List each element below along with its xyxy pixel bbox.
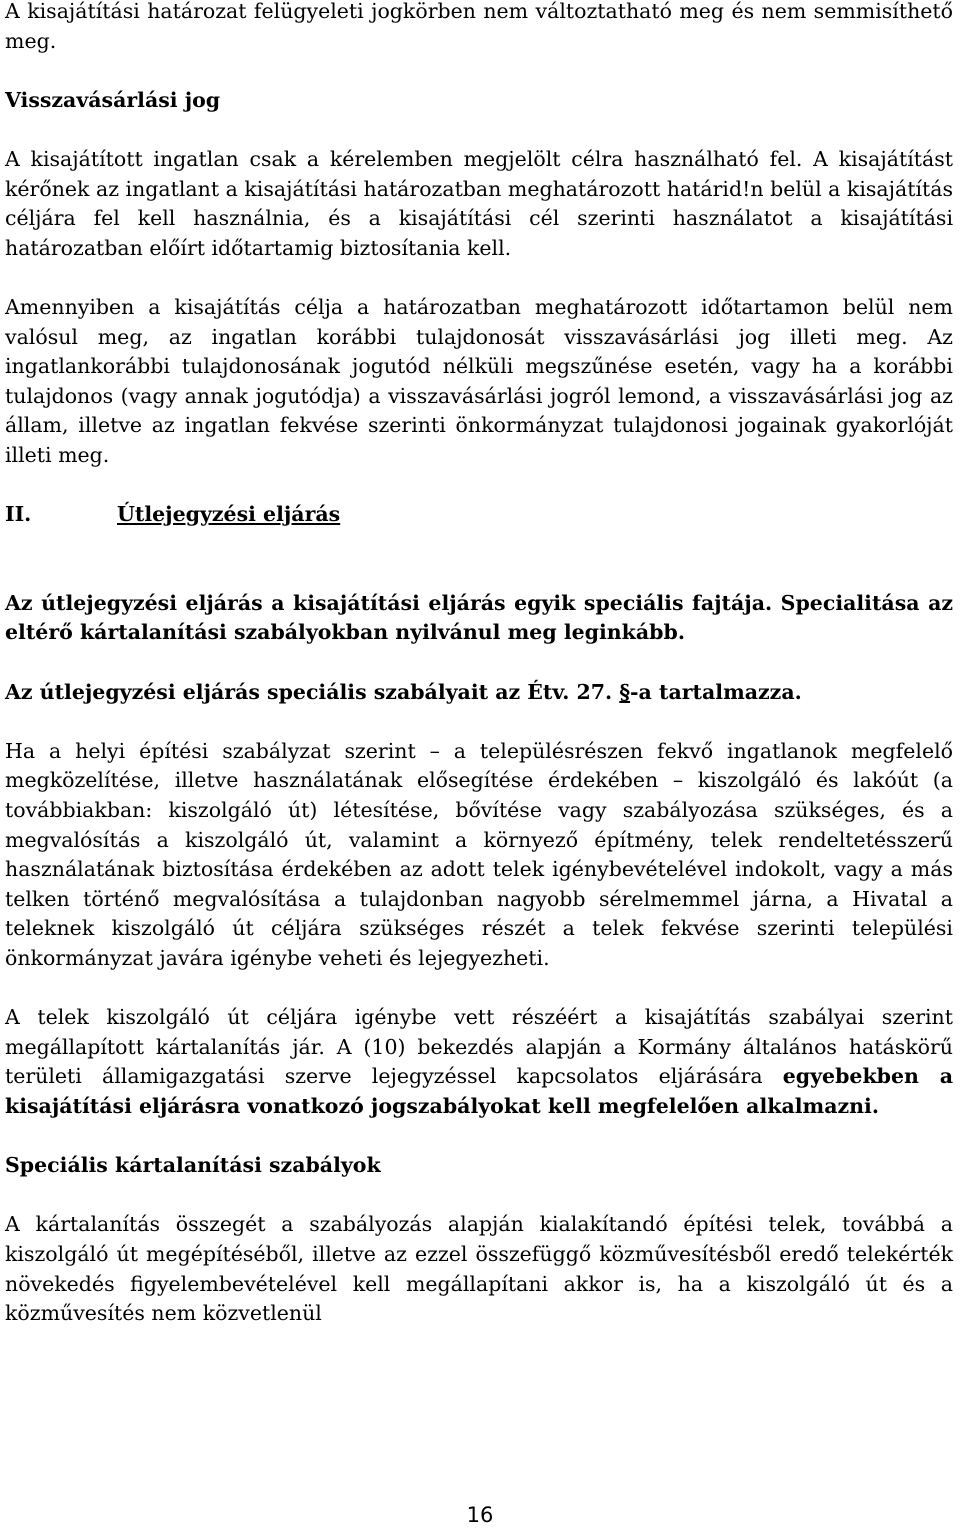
- page-number: 16: [466, 1503, 494, 1527]
- paragraph-compensation-amount: A kártalanítás összegét a szabályozás alapján kialakítandó építési telek, továbbá a kiszolgáló út megépítéséből, illetve az ezzel összefüggő közművesítésből eredő telekérték növekedés figyelembevételével kell megállapítani akkor is, ha a kiszolgáló út és a közművesítés nem közvetlenül: [5, 1212, 953, 1326]
- paragraph-usage-purpose: A kisajátított ingatlan csak a kérelemben megjelölt célra használható fel. A kisajátítást kérőnek az ingatlant a kisajátítási határozatban meghatározott határid!n belül a kisajátítás céljára fel kell használnia, és a kisajátítási cél szerinti használatot a kisajátítási határozatban előírt időtartamig biztosítania kell.: [5, 146, 953, 260]
- compensation-emphasis: egyebekben a kisajátítási eljárásra vonatkozó jogszabályokat kell megfelelően alkalmazni.: [5, 1064, 953, 1118]
- paragraph-road-designation: Ha a helyi építési szabályzat szerint – a településrészen fekvő ingatlanok megfelelő megközelítése, illetve használatának elősegítése érdekében – kiszolgáló és lakóút (a továbbiakban: kiszolgáló út) létesítése, bővítése vagy szabályozása szükséges, és a megvalósítás a kiszolgáló út, valamint a környező építmény, telek rendeltetésszerű használatának biztosítása érdekében az adott telek igénybevételével indokolt, vagy a más telken történő megvalósítása a tulajdonban nagyobb sérelmemmel járna, a Hivatal a teleknek kiszolgáló út céljára szükséges részét a telek fekvése szerinti települési önkormányzat javára igénybe veheti és lejegyezheti.: [5, 738, 953, 970]
- paragraph-supervision: A kisajátítási határozat felügyeleti jogkörben nem változtatható meg és nem semmisíthető meg.: [5, 0, 953, 53]
- heading-special-compensation: Speciális kártalanítási szabályok: [5, 1153, 381, 1178]
- section-heading: [5, 500, 953, 530]
- paragraph-compensation: [5, 1003, 953, 1121]
- heading-repurchase-right: Visszavásárlási jog: [5, 87, 221, 112]
- paragraph-etv-reference: [5, 678, 953, 708]
- section-number: II.: [5, 502, 32, 527]
- paragraph-repurchase-conditions: Amennyiben a kisajátítás célja a határozatban meghatározott időtartamon belül nem valósul meg, az ingatlan korábbi tulajdonosát visszavásárlási jog illeti meg. Az ingatlankorábbi tulajdonosának jogutód nélküli megszűnése esetén, vagy ha a korábbi tulajdonos (vagy annak jogutódja) a visszavásárlási jogról lemond, a visszavásárlási jog az állam, illetve az ingatlan fekvése szerinti önkormányzat tulajdonosi jogainak gyakorlóját illeti meg.: [5, 294, 953, 467]
- etv-reference-suffix: -a tartalmazza.: [630, 679, 802, 704]
- paragraph-road-procedure-intro: Az útlejegyzési eljárás a kisajátítási eljárás egyik speciális fajtája. Specialitása az eltérő kártalanítási szabályokban nyilvánul meg leginkább.: [5, 590, 953, 645]
- compensation-text: A telek kiszolgáló út céljára igénybe vett részéért a kisajátítás szabályai szerint megállapított kártalanítás jár. A (10) bekezdés alapján a Kormány általános hatáskörű területi államigazgatási szerve lejegyzéssel kapcsolatos eljárására: [5, 1005, 953, 1089]
- section-title: Útlejegyzési eljárás: [117, 502, 341, 527]
- section-sign: §: [619, 679, 631, 704]
- etv-reference-text: Az útlejegyzési eljárás speciális szabályait az Étv. 27.: [5, 679, 620, 704]
- document-page: [5, 0, 953, 1329]
